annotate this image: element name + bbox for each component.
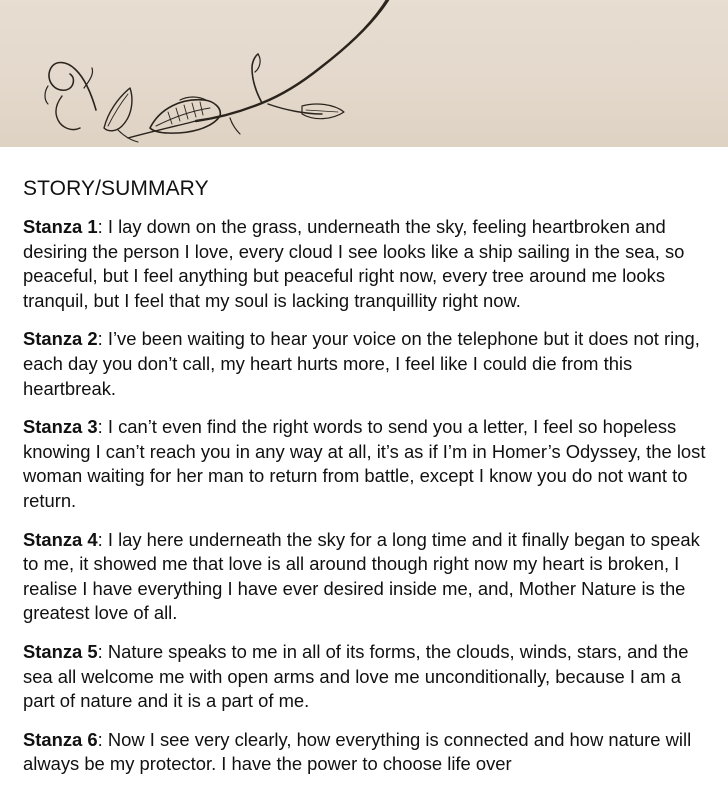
stanza-label: Stanza 1 xyxy=(23,216,98,237)
stanza-2 xyxy=(23,327,709,401)
stanza-label: Stanza 2 xyxy=(23,328,98,350)
summary-section xyxy=(23,147,709,777)
stanza-4 xyxy=(23,528,709,626)
stanza-text: : I lay here underneath the sky for a long time and it finally began to speak to me, it showed me that love is all around though right now my heart is broken, I realise I have everything I have ever desired inside me, and, Mother Nature is the greatest love of all. xyxy=(23,528,700,624)
section-heading: STORY/SUMMARY xyxy=(23,177,209,200)
stanza-text: : I lay down on the grass, underneath the sky, feeling heartbroken and desiring the person I love, every cloud I see looks like a ship sailing in the sea, so peaceful, but I feel anything but peaceful right now, every tree around me looks tranquil, but I feel that my soul is lacking tranquillity right now. xyxy=(23,216,685,311)
header-illustration xyxy=(0,0,728,147)
botanical-sketch-icon xyxy=(0,0,728,147)
stanza-text: : I can’t even find the right words to send you a letter, I feel so hopeless knowing I can’t reach you in any way at all, it’s as if I’m in Homer’s Odyssey, the lost woman waiting for her man to return from battle, except I know you do not want to return. xyxy=(23,416,706,511)
stanza-6 xyxy=(23,728,709,777)
stanza-label: Stanza 6 xyxy=(23,728,98,750)
stanza-text: : Now I see very clearly, how everything is connected and how nature will always be my protector. I have the power to choose life over xyxy=(23,728,692,775)
stanza-label: Stanza 5 xyxy=(23,640,98,662)
stanza-5 xyxy=(23,640,709,714)
stanza-text: : I’ve been waiting to hear your voice on the telephone but it does not ring, each day you don’t call, my heart hurts more, I feel like I could die from this heartbreak. xyxy=(23,328,700,399)
stanza-1 xyxy=(23,215,709,313)
stanza-label: Stanza 4 xyxy=(23,528,98,550)
stanza-3 xyxy=(23,415,709,513)
stanza-label: Stanza 3 xyxy=(23,416,98,438)
stanza-text: : Nature speaks to me in all of its forms, the clouds, winds, stars, and the sea all welcome me with open arms and love me unconditionally, because I am a part of nature and it is a part of me. xyxy=(23,640,689,712)
